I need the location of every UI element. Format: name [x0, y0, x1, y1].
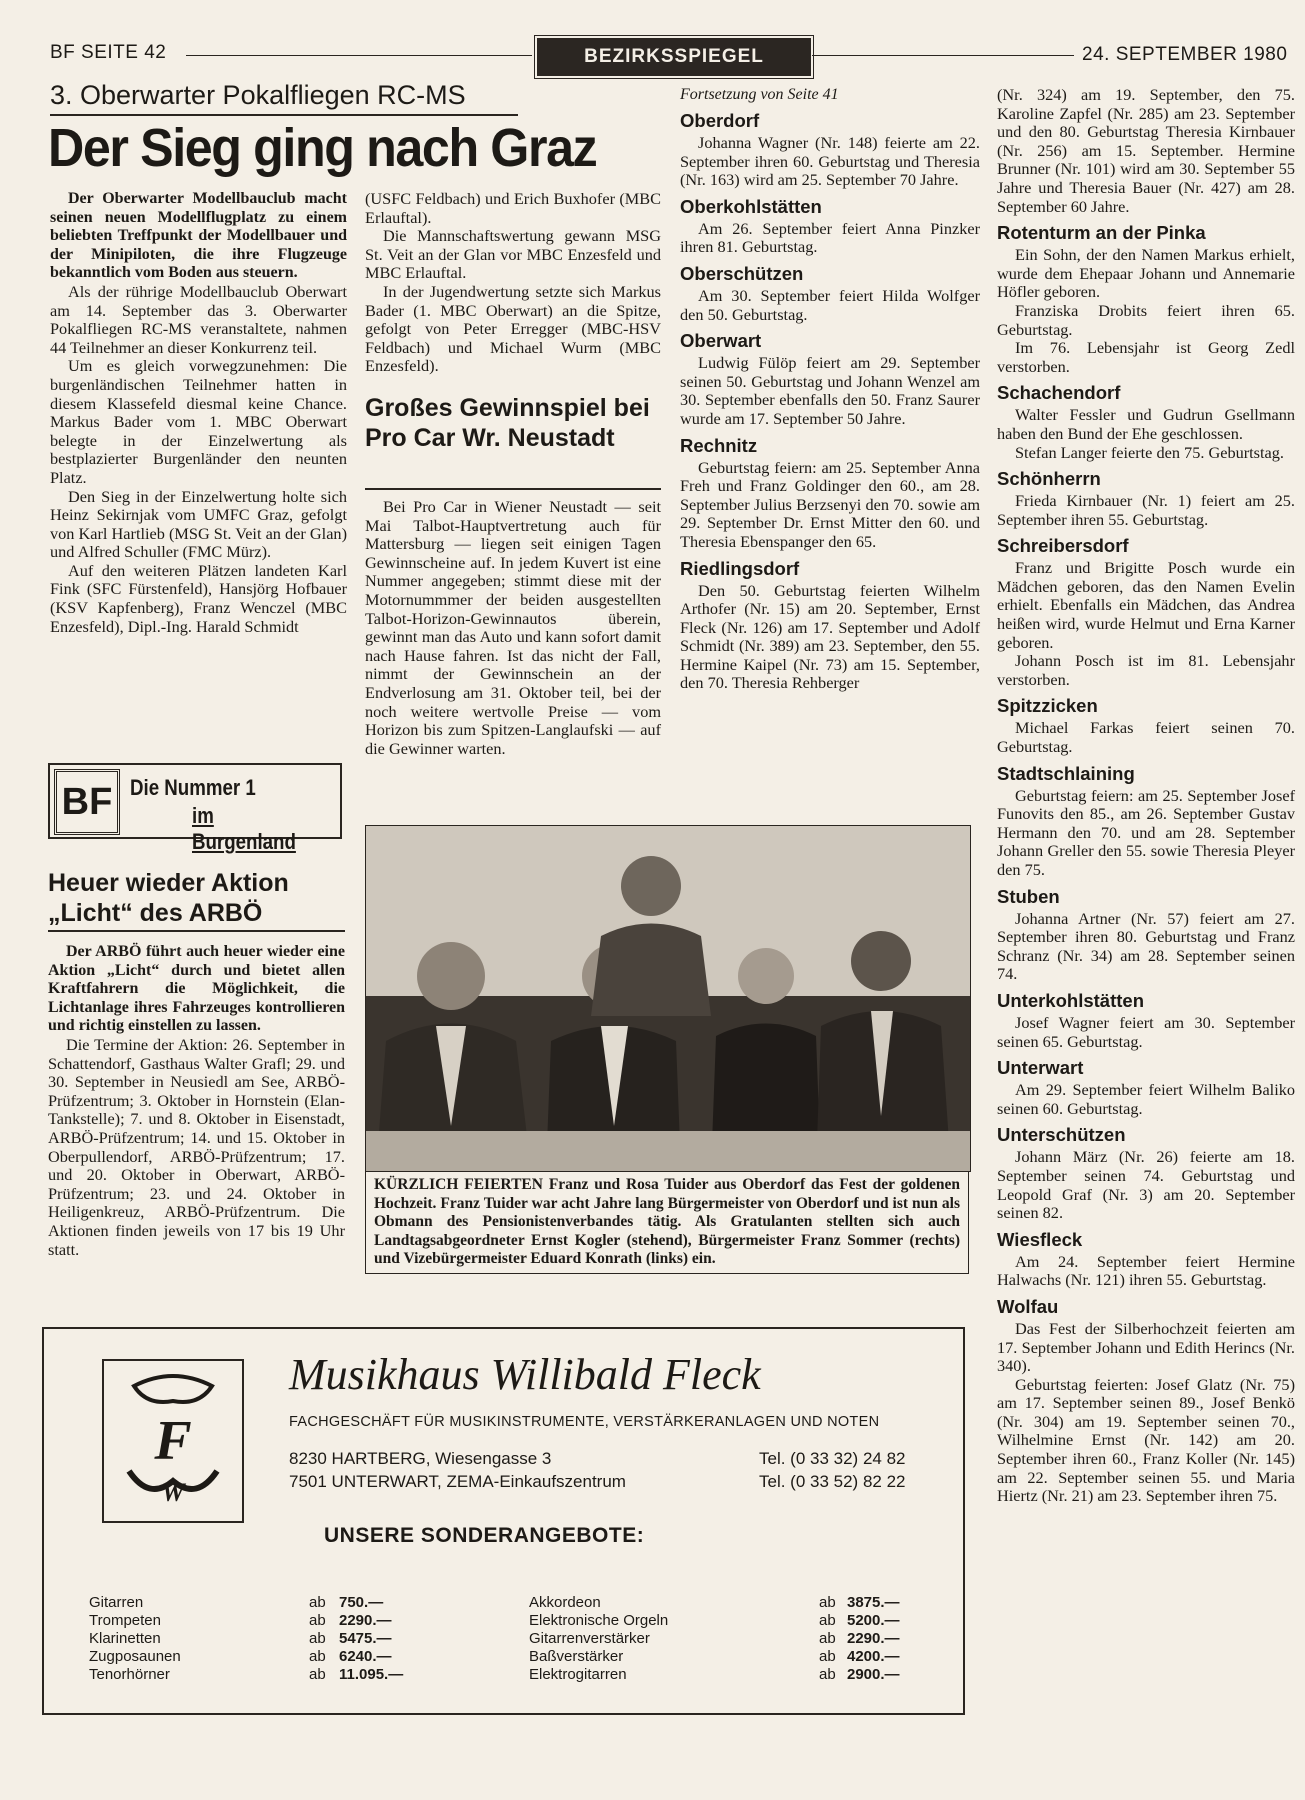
- caption-text: Franz und Rosa Tuider aus Oberdorf das Fest der goldenen Hochzeit. Franz Tuider war acht Jahre lang Bürgermeister von Oberdorf und ist nun als Obmann des Pensionistenverbandes tätig. Als Gratulanten stellten sich auch Landtagsabgeordneter Ernst Kogler (stehend), Bürgermeister Franz Sommer (rechts) und Vizebürgermeister Eduard Konrath (links) ein.: [374, 1176, 960, 1268]
- paragraph: In der Jugendwertung setzte sich Markus Bader (1. MBC Oberwart) an die Spitze, gefolgt von Peter Erregger (MBC-HSV Feldbach) und Michael Wurm (MBC Enzesfeld).: [365, 281, 661, 376]
- issue-date: 24. SEPTEMBER 1980: [1082, 44, 1288, 65]
- store-address-hartberg: 8230 HARTBERG, Wiesengasse 3: [289, 1449, 552, 1468]
- musikhaus-logo: [102, 1359, 244, 1523]
- place-heading: Oberkohlstätten: [680, 195, 822, 217]
- place-text: Stefan Langer feierte den 75. Geburtstag.: [1015, 442, 1284, 462]
- place-text: Frieda Kirnbauer (Nr. 1) feiert am 25. September ihren 55. Geburtstag.: [997, 491, 1295, 529]
- place-text: Am 26. September feiert Anna Pinzker ihren 81. Geburtstag.: [680, 218, 980, 257]
- place-heading: Rotenturm an der Pinka: [997, 222, 1206, 244]
- store-name: Musikhaus Willibald Fleck: [289, 1350, 761, 1399]
- svg-text:F: F: [154, 1410, 192, 1472]
- place-text: Johanna Artner (Nr. 57) feiert am 27. September ihren 80. Geburtstag und Franz Schranz (Nr. 34) am 28. September seinen 74.: [997, 908, 1295, 984]
- bf-logo: BF: [54, 769, 120, 835]
- arboe-lead: Der ARBÖ führt auch heuer wieder eine Aktion „Licht“ durch und bietet allen Kraftfahrern die Möglichkeit, die Lichtanlage ihres Fahrzeuges kontrollieren und richtig einstellen zu lassen.: [48, 943, 345, 1035]
- offer-row: Elektronische Orgeln ab 5200.—: [529, 1612, 900, 1629]
- bf-promo-box: [48, 763, 342, 854]
- place-text: Johanna Wagner (Nr. 148) feierte am 22. September ihren 60. Geburtstag und Theresia (Nr. 163) wird am 25. September 70 Jahre.: [680, 133, 980, 190]
- article-lead: Der Oberwarter Modellbauclub macht seinen neuen Modellflugplatz zu einem beliebten Treffpunkt der Modellbauer und der Minipiloten, die ihre Flugzeuge bekanntlich vom Boden aus steuern.: [50, 190, 347, 282]
- store-phone-hartberg: Tel. (0 33 32) 24 82: [759, 1449, 906, 1468]
- place-text: Johann März (Nr. 26) feierte am 18. September seinen 74. Geburtstag und Leopold Graf (Nr. 3) am 20. September seinen 82.: [997, 1147, 1295, 1223]
- place-text: Geburtstag feierten: Josef Glatz (Nr. 75) am 17. September seinen 89., Josef Benkö (Nr. 304) am 19. September seinen 70., Wilhelmine Ernst (Nr. 142) am 20. September ihren 60., Franz Koller (Nr. 145) am 22. September seinen 55. und Maria Hiertz (Nr. 21) am 23. September ihren 75.: [997, 1374, 1295, 1506]
- caption-lead: KÜRZLICH FEIERTEN: [374, 1176, 543, 1193]
- place-text: Den 50. Geburtstag feierten Wilhelm Arthofer (Nr. 15) am 20. September, Ernst Fleck (Nr. 126) am 17. September und Adolf Schmidt (Nr. 389) am 23. September, den 55. Hermine Kaipel (Nr. 73) am 15. September, den 70. Theresia Rehberger: [680, 580, 980, 693]
- place-text: Das Fest der Silberhochzeit feierten am 17. September Johann und Edith Herincs (Nr. 340).: [997, 1318, 1295, 1376]
- offer-row: Akkordeon ab 3875.—: [529, 1594, 900, 1611]
- place-heading: Oberschützen: [680, 262, 804, 284]
- place-heading: Spitzzicken: [997, 695, 1098, 717]
- bf-slogan-line2: im Burgenland: [192, 803, 296, 854]
- place-heading: Unterschützen: [997, 1124, 1126, 1146]
- place-text: Josef Wagner feiert am 30. September seinen 65. Geburtstag.: [997, 1012, 1295, 1051]
- store-address-unterwart: 7501 UNTERWART, ZEMA-Einkaufszentrum: [289, 1472, 626, 1491]
- offer-row: Elektrogitarren ab 2900.—: [529, 1666, 900, 1683]
- paragraph: Als der rührige Modellbauclub Oberwart am 14. September das 3. Oberwarter Pokalfliegen RC-MS veranstaltete, nahmen 44 Teilnehmer an dieser Konkurrenz teil.: [50, 281, 347, 357]
- place-text: Ein Sohn, der den Namen Markus erhielt, wurde dem Ehepaar Johann und Annemarie Höfler geboren.: [997, 245, 1295, 302]
- place-text: Franz und Brigitte Posch wurde ein Mädchen geboren, das den Namen Evelin erhielt. Ebenfalls ein Mädchen, das Andrea heißen wird, wurde Helmut und Erna Karner geboren.: [997, 558, 1295, 652]
- arboe-body: Die Termine der Aktion: 26. September in Schattendorf, Gasthaus Walter Grafl; 29. und 30. September in Neusiedl am See, ARBÖ-Prüfzentrum; 3. Oktober in Hornstein (Elan-Tankstelle); 7. und 8. Oktober in Eisenstadt, ARBÖ-Prüfzentrum; 14. und 15. Oktober in Oberpullendorf, ARBÖ-Prüfzentrum; 17. und 20. Oktober in Oberwart, ARBÖ-Prüfzentrum; 23. und 24. Oktober in Heiligenkreuz, ARBÖ-Prüfzentrum. Die Aktionen finden jeweils von 17 bis 19 Uhr statt.: [48, 1034, 345, 1259]
- place-heading: Unterwart: [997, 1057, 1084, 1079]
- paragraph: Auf den weiteren Plätzen landeten Karl Fink (SFC Fürstenfeld), Hansjörg Hofbauer (KSV Kapfenberg), Franz Wenczel (MBC Enzesfeld), Dipl.-Ing. Harald Schmidt: [50, 560, 347, 636]
- place-text: Geburtstag feiern: am 25. September Anna Freh und Franz Goldinger den 60., am 28. September Julius Berzsenyi den 70. sowie am 29. September Dr. Ernst Mitter den 60. und Theresia Ebenspanger den 65.: [680, 457, 980, 551]
- offer-row: Gitarren ab 750.—: [89, 1594, 384, 1611]
- continuation-note: Fortsetzung von Seite 41: [680, 86, 839, 103]
- place-text: Johann Posch ist im 81. Lebensjahr verstorben.: [997, 651, 1295, 689]
- place-heading: Rechnitz: [680, 434, 758, 456]
- place-text: Ludwig Fülöp feiert am 29. September seinen 50. Geburtstag und Johann Wenzel am 30. September ebenfalls den 50. Franz Saurer wurde am 17. September 50 Jahre.: [680, 353, 980, 428]
- paragraph: Die Mannschaftswertung gewann MSG St. Veit an der Glan vor MBC Enzesfeld und MBC Erlauftal.: [365, 226, 661, 283]
- article1-col1: [50, 190, 347, 636]
- place-text: Am 29. September feiert Wilhelm Baliko seinen 60. Geburtstag.: [997, 1080, 1295, 1118]
- place-text: Geburtstag feiern: am 25. September Josef Funovits den 85., am 26. September Gustav Hermann den 70. und am 28. September Johann Greller den 55. sowie Theresia Pleyer den 75.: [997, 785, 1295, 879]
- paragraph: Um es gleich vorwegzunehmen: Die burgenländischen Teilnehmer hatten in diesem Klassefeld diesmal keine Chance. Markus Bader vom 1. MBC Oberwart belegte in der Einzelwertung als bestplazierter Burgenländer den neunten Platz.: [50, 356, 347, 487]
- place-heading: Stuben: [997, 885, 1060, 907]
- place-heading: Oberdorf: [680, 110, 760, 131]
- offer-row: Gitarrenverstärker ab 2290.—: [529, 1630, 900, 1647]
- place-text: (Nr. 324) am 19. September, den 75. Karoline Zapfel (Nr. 285) am 23. September und den 80. Geburtstag Theresia Kirnbauer (Nr. 256) am 15. September. Hermine Brunner (Nr. 101) wird am 30. September 55 Jahre und Theresia Bauer (Nr. 427) am 28. September 60 Jahre.: [997, 85, 1295, 216]
- offers-table-right: [529, 1594, 924, 1684]
- chronicle-col2: [997, 86, 1295, 1506]
- arboe-headline: Heuer wieder Aktion „Licht“ des ARBÖ: [48, 869, 289, 927]
- offer-row: Tenorhörner ab 11.095.—: [89, 1666, 404, 1683]
- article1-col2: [365, 190, 661, 376]
- place-text: Walter Fessler und Gudrun Gsellmann haben den Bund der Ehe geschlossen.: [997, 405, 1295, 443]
- monogram-icon: [104, 1361, 242, 1521]
- chronicle-col1: [680, 86, 980, 693]
- store-phone-unterwart: Tel. (0 33 52) 82 22: [759, 1472, 906, 1491]
- offers-title: UNSERE SONDERANGEBOTE:: [324, 1524, 645, 1547]
- place-heading: Riedlingsdorf: [680, 557, 800, 579]
- photo-illustration: [366, 826, 970, 1171]
- paragraph: (USFC Feldbach) und Erich Buxhofer (MBC Erlauftal).: [365, 189, 661, 227]
- offer-row: Zugposaunen ab 6240.—: [89, 1648, 392, 1665]
- place-heading: Schönherrn: [997, 468, 1101, 490]
- place-text: Im 76. Lebensjahr ist Georg Zedl verstorben.: [997, 338, 1295, 376]
- procar-body: Bei Pro Car in Wiener Neustadt — seit Mai Talbot-Hauptvertretung auch für Mattersburg — liegen seit einigen Tagen Gewinnscheine auf. In jedem Kuvert ist eine Nummer angegeben; stimmt diese mit der Motornummmer der beiden ausgestellten Talbot-Horizon-Gewinnautos überein, gewinnt man das Auto und kann sofort damit nach Hause fahren. Ist das nicht der Fall, nimmt der Gewinnschein an der Endverlosung am 31. Oktober teil, bei der noch weitere wertvolle Preise — vom Horizon bis zum Spitzen-Langlaufski — auf die Gewinner warten.: [365, 497, 661, 758]
- place-text: Franziska Drobits feiert ihren 65. Geburtstag.: [997, 300, 1295, 339]
- place-heading: Schachendorf: [997, 382, 1121, 404]
- article-headline: Der Sieg ging nach Graz: [48, 118, 597, 178]
- photo-caption: [365, 1172, 969, 1274]
- place-heading: Unterkohlstätten: [997, 989, 1144, 1011]
- page-number: BF SEITE 42: [50, 42, 167, 63]
- place-text: Am 30. September feiert Hilda Wolfger den 50. Geburtstag.: [680, 285, 980, 324]
- place-heading: Wiesfleck: [997, 1228, 1083, 1250]
- offer-row: Trompeten ab 2290.—: [89, 1612, 392, 1629]
- section-rubric: BEZIRKSSPIEGEL: [537, 38, 811, 76]
- place-heading: Wolfau: [997, 1295, 1059, 1317]
- group-photo: [365, 825, 971, 1172]
- offer-row: Baßverstärker ab 4200.—: [529, 1648, 900, 1665]
- musikhaus-advertisement: [42, 1327, 965, 1715]
- store-tagline: FACHGESCHÄFT FÜR MUSIKINSTRUMENTE, VERSTÄRKERANLAGEN UND NOTEN: [289, 1414, 880, 1430]
- place-heading: Oberwart: [680, 330, 762, 352]
- place-text: Michael Farkas feiert seinen 70. Geburtstag.: [997, 718, 1295, 757]
- offers-table-left: [89, 1594, 424, 1684]
- svg-text:W: W: [161, 1478, 185, 1507]
- bf-slogan-line1: Die Nummer 1: [130, 775, 256, 800]
- place-heading: Schreibersdorf: [997, 535, 1129, 557]
- procar-headline: Großes Gewinnspiel bei Pro Car Wr. Neustadt: [365, 394, 650, 452]
- offer-row: Klarinetten ab 5475.—: [89, 1630, 392, 1647]
- paragraph: Den Sieg in der Einzelwertung holte sich Heinz Sekirnjak vom UMFC Graz, gefolgt von Karl Hartlieb (MSG St. Veit an der Glan) und Alfred Schuller (FMC Mürz).: [50, 486, 347, 562]
- place-text: Am 24. September feiert Hermine Halwachs (Nr. 121) ihren 55. Geburtstag.: [997, 1251, 1295, 1290]
- article-kicker: 3. Oberwarter Pokalfliegen RC-MS: [50, 80, 466, 110]
- place-heading: Stadtschlaining: [997, 762, 1135, 784]
